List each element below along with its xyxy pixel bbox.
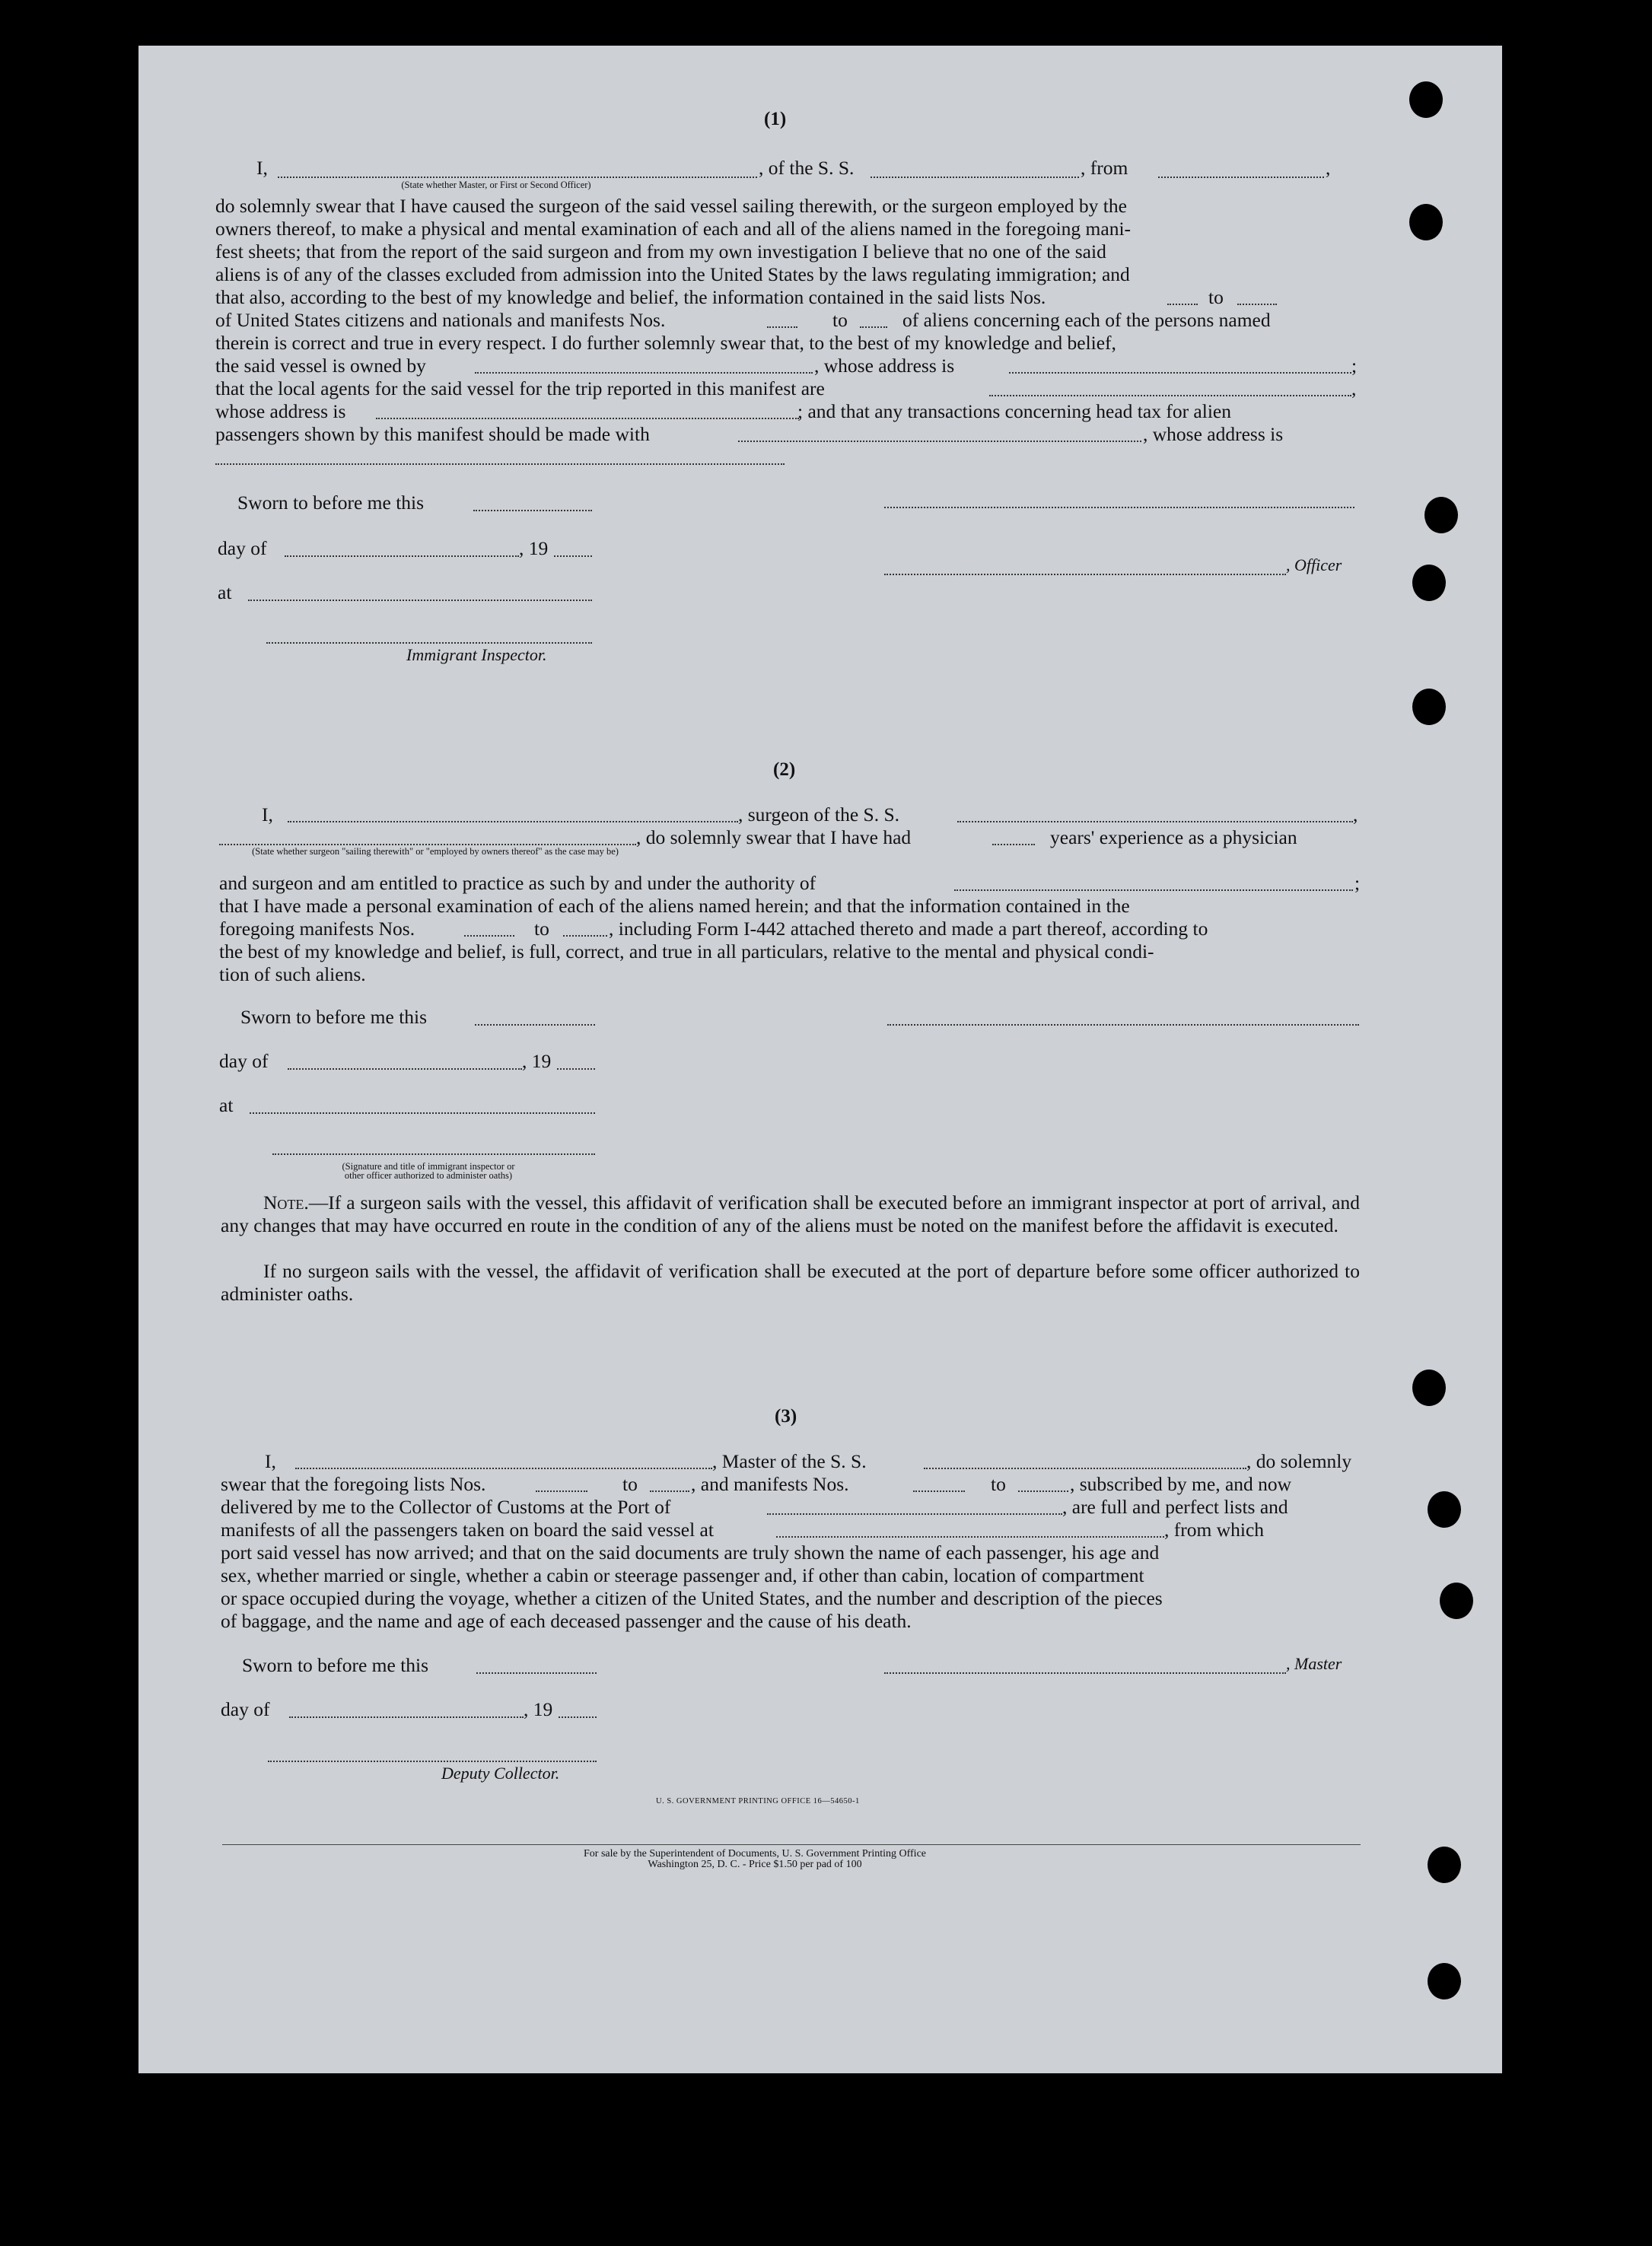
punch-hole bbox=[1412, 1370, 1446, 1406]
s1-text-line: owners thereof, to make a physical and mental examination of each and all of the aliens named in the foregoing mani- bbox=[215, 218, 1132, 240]
s1-text-line: do solemnly swear that I have caused the surgeon of the said vessel sailing therewith, or the surgeon employed by the bbox=[215, 195, 1127, 217]
s1-text-line: fest sheets; that from the report of the said surgeon and from my own investigation I believe that no one of the said bbox=[215, 240, 1106, 262]
gpo-imprint: U. S. GOVERNMENT PRINTING OFFICE 16—54650-1 bbox=[656, 1797, 860, 1805]
note-label: Note. bbox=[263, 1191, 309, 1214]
note-paragraph-2: If no surgeon sails with the vessel, the affidavit of verification shall be executed at the port of departure before some officer authorized to administer oaths. bbox=[221, 1260, 1360, 1305]
note-paragraph bbox=[221, 1191, 1360, 1237]
footer-sale-line: For sale by the Superintendent of Documents, U. S. Government Printing Office bbox=[584, 1848, 926, 1859]
punch-hole bbox=[1428, 1847, 1461, 1883]
punch-hole bbox=[1428, 1491, 1461, 1528]
punch-hole bbox=[1412, 565, 1446, 601]
form-page: (1) I, , of the S. S. , from , (State whether Master, or First or Second Officer) do solemnly swear that I have caused the surgeon of the said vessel sailing therewith, or the surgeon employed by the owners thereof, to make a physical and mental examination of each and all of the aliens named in the foregoing mani- fest sheets; that from the report of the said surgeon and from my own investigation I believe that no one of the said aliens is of any of the classes excluded from admission into the United States by the laws regulating immigration; and that also, according to the best of my knowledge and belief, the information contained in the said lists Nos. to of United States citizens and nationals and manifests Nos. to of aliens concerning each of the persons named therein is correct and true in every respect. I do further solemnly swear that, to the best of my knowledge and belief, the said vessel is owned by , whose address is ; that the local agents for the said vessel for the trip reported in this manifest are , whose address is ; and that any transactions concerning head tax for alien passengers shown by this manifest should be made with , whose address is Sworn to before me this day of , 19 at Immigrant Inspector. , Officer (2) I, , surgeon of the S. S. , , do solemnly swear that I have had years' experience as a physician (State whether surgeon "sailing therewith" or "employed by owners thereof" as the case may be) and surgeon and am entitled to practice as such by and under the authority of ; that I have made a personal examination of each of the aliens named herein; and that the information contained in the foregoing manifests Nos. to , including Form I-442 attached thereto and made a part thereof, according to the best of my knowledge and belief, is full, correct, and true in all particulars, relative to the mental and physical condi- tion of such aliens. Sworn to before me this day of , 19 at (Signature and title of immigrant inspector or other officer authorized to administer oaths) Note.—If a surgeon sails with the vessel, this affidavit of verification shall be executed before an immigrant inspector at port of arrival, and any changes that may have occurred en route in the condition of any of the aliens must be noted on the manifest before the affidavit is executed. If no surgeon sails with the vessel, the affidavit of verification shall be executed at the port of departure before some officer authorized to administer oaths. (3) I, , Master of the S. S. , do solemnly swear that the foregoing lists Nos. to , and manifests Nos. to , subscribed by me, and now delivered by me to the Collector of Customs at the Port of , are full and perfect lists and manifests of all the passengers taken on board the said vessel at , from which port said vessel has now arrived; and that on the said documents are truly shown the name of each passenger, his age and sex, whether married or single, whether a cabin or steerage passenger and, if other than cabin, location of compartment or space occupied during the voyage, whether a citizen of the United States, and the number and description of the pieces of baggage, and the name and age of each deceased passenger and the cause of his death. Sworn to before me this day of , 19 Deputy Collector. , Master U. S. GOVERNMENT PRINTING OFFICE 16—54650-1 For sale by the Superintendent of Documents, U. S. Government Printing Office Washington 25, D. C. - Price $1.50 per pad of 100 bbox=[138, 46, 1502, 2073]
s1-address-blank bbox=[215, 463, 785, 465]
footer-rule bbox=[222, 1844, 1361, 1845]
section-3-number: (3) bbox=[775, 1406, 797, 1427]
section-2-number: (2) bbox=[773, 759, 796, 780]
s2-surgeon-signature bbox=[887, 1024, 1359, 1026]
footer-price-line: Washington 25, D. C. - Price $1.50 per pad of 100 bbox=[648, 1859, 862, 1870]
punch-hole bbox=[1409, 204, 1443, 240]
s1-text-line: therein is correct and true in every respect. I do further solemnly swear that, to the best of my knowledge and belief, bbox=[215, 332, 1116, 354]
punch-hole bbox=[1409, 81, 1443, 118]
s3-text-line: sex, whether married or single, whether a cabin or steerage passenger and, if other than cabin, location of compartment bbox=[221, 1564, 1144, 1586]
section-1-number: (1) bbox=[764, 109, 787, 129]
s3-text-line: of baggage, and the name and age of each deceased passenger and the cause of his death. bbox=[221, 1610, 912, 1632]
punch-hole bbox=[1428, 1963, 1461, 1999]
s2-text-line: tion of such aliens. bbox=[219, 963, 366, 985]
punch-hole bbox=[1412, 689, 1446, 725]
note-text: —If a surgeon sails with the vessel, this affidavit of verification shall be executed before an immigrant inspector at port of arrival, and any changes that may have occurred en route in the condition of any of the aliens must be noted on the manifest before the affidavit is executed. bbox=[221, 1191, 1360, 1236]
s3-text-line: or space occupied during the voyage, whether a citizen of the United States, and the number and description of the pieces bbox=[221, 1587, 1163, 1609]
surgeon-type-note: (State whether surgeon "sailing therewith" or "employed by owners thereof" as the case may be) bbox=[252, 846, 619, 857]
punch-hole bbox=[1424, 497, 1458, 533]
punch-hole bbox=[1440, 1583, 1473, 1619]
s3-text-line: port said vessel has now arrived; and that on the said documents are truly shown the name of each passenger, his age and bbox=[221, 1541, 1160, 1564]
s2-text-line: the best of my knowledge and belief, is full, correct, and true in all particulars, relative to the mental and physical condi- bbox=[219, 940, 1154, 962]
officer-rank-note: (State whether Master, or First or Second Officer) bbox=[401, 180, 591, 190]
s1-text-line: aliens is of any of the classes excluded from admission into the United States by the laws regulating immigration; and bbox=[215, 263, 1130, 285]
s2-text-line: that I have made a personal examination of each of the aliens named herein; and that the information contained in the bbox=[219, 895, 1130, 917]
